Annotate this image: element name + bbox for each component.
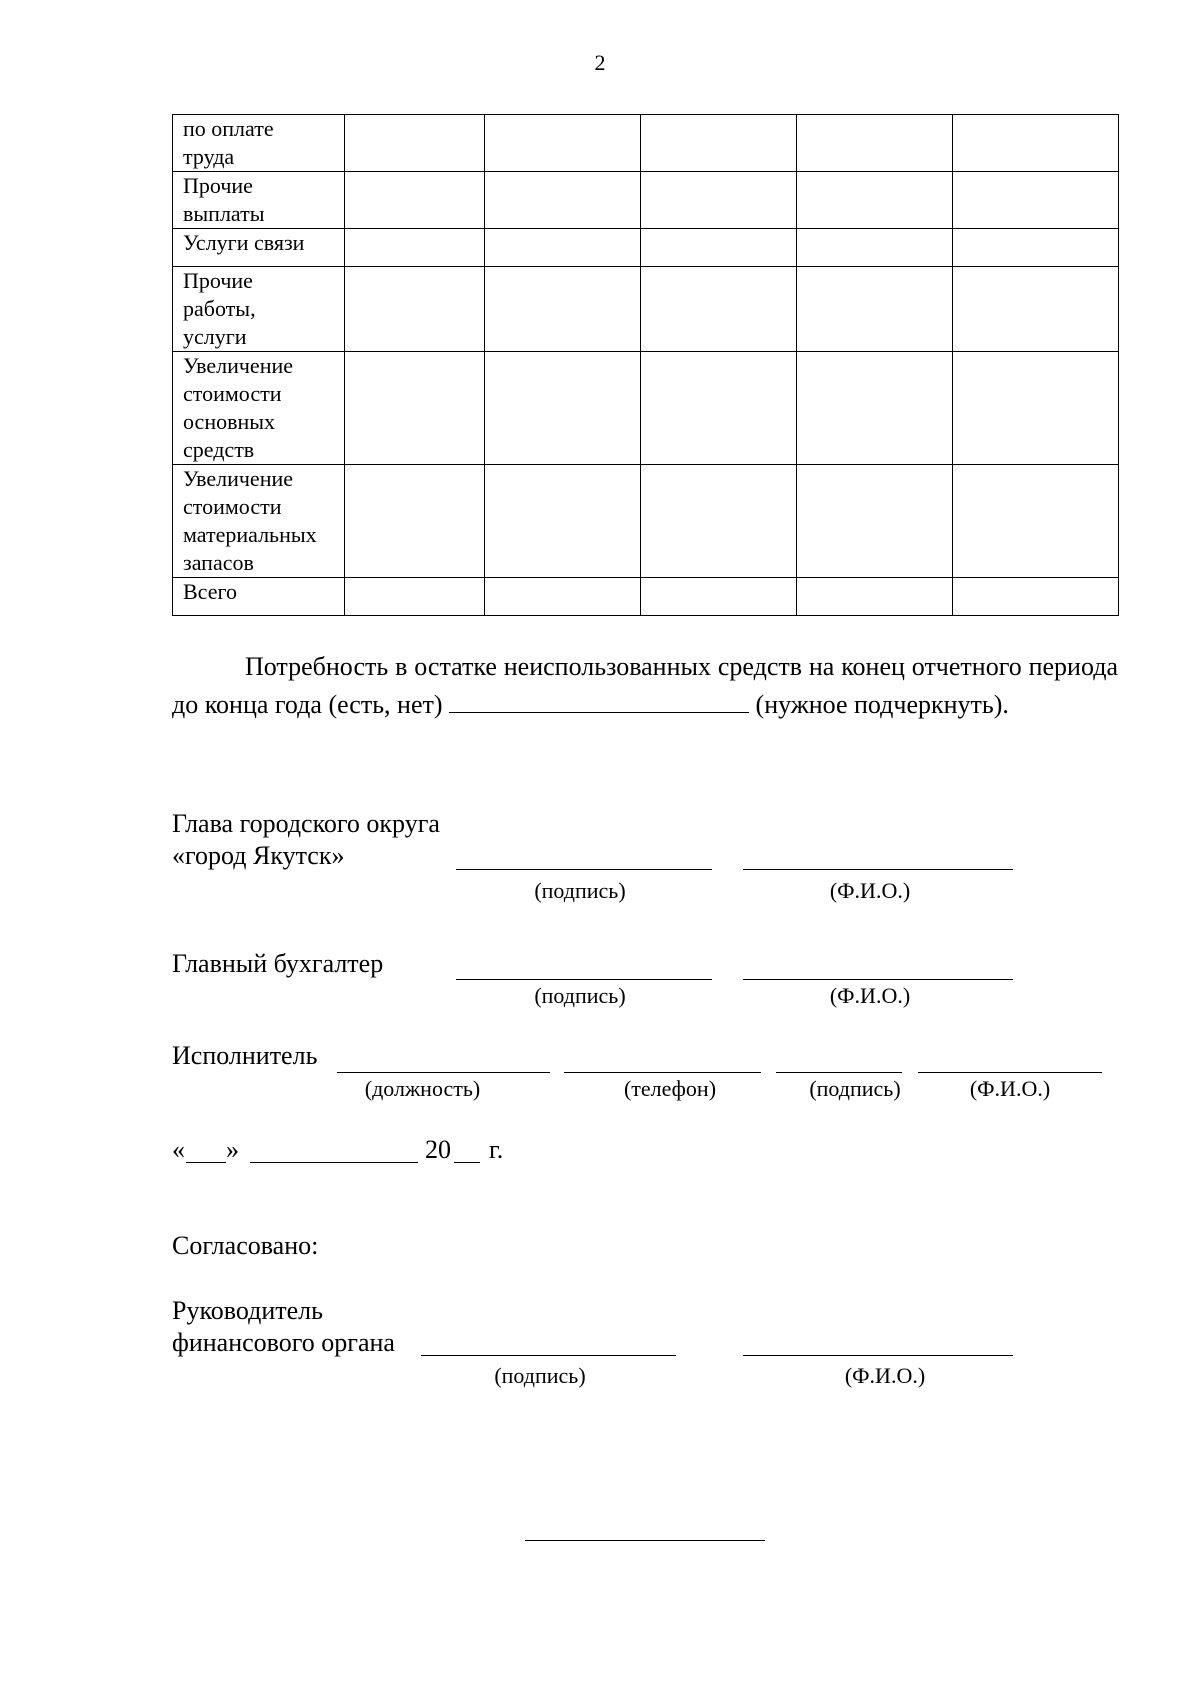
value-cell[interactable] <box>345 172 485 229</box>
value-cell[interactable] <box>641 267 797 352</box>
value-cell[interactable] <box>345 267 485 352</box>
page-number: 2 <box>594 50 606 75</box>
finance-head-signature-line[interactable] <box>421 1355 676 1356</box>
table-row <box>173 229 1119 267</box>
table-row <box>173 267 1119 352</box>
closing-separator-line <box>525 1540 765 1541</box>
date-year-suffix: г. <box>489 1135 504 1164</box>
value-cell[interactable] <box>797 115 953 172</box>
value-cell[interactable] <box>953 115 1119 172</box>
budget-table <box>172 114 1119 616</box>
row-label-cell <box>173 229 345 267</box>
table-row <box>173 352 1119 465</box>
value-cell[interactable] <box>345 578 485 616</box>
date-year-blank[interactable] <box>454 1162 480 1163</box>
paragraph-text: Потребность в остатке неиспользованных средств на конец отчетного периода до конца года (есть, нет) <box>172 652 1118 719</box>
executor-position-caption: (должность) <box>364 1076 481 1101</box>
value-cell[interactable] <box>797 578 953 616</box>
value-cell[interactable] <box>797 267 953 352</box>
value-cell[interactable] <box>797 172 953 229</box>
row-label-cell <box>173 115 345 172</box>
value-cell[interactable] <box>641 465 797 578</box>
row-label: по оплате труда <box>183 116 274 169</box>
executor-signature-caption: (подпись) <box>809 1076 901 1101</box>
row-label: Услуги связи <box>183 230 305 255</box>
table-row <box>173 115 1119 172</box>
finance-head-name-line[interactable] <box>743 1355 1013 1356</box>
executor-name-line[interactable] <box>918 1072 1102 1073</box>
head-signature-line[interactable] <box>456 869 712 870</box>
date-close-quote: » <box>226 1135 239 1164</box>
row-label: Увеличение стоимости материальных запасов <box>183 466 317 575</box>
remainder-need-paragraph <box>172 648 1118 724</box>
agreed-label: Согласовано: <box>172 1231 319 1260</box>
value-cell[interactable] <box>953 267 1119 352</box>
value-cell[interactable] <box>797 465 953 578</box>
budget-table-body <box>173 115 1119 616</box>
value-cell[interactable] <box>953 172 1119 229</box>
value-cell[interactable] <box>953 465 1119 578</box>
value-cell[interactable] <box>485 578 641 616</box>
value-cell[interactable] <box>797 352 953 465</box>
row-label-cell <box>173 465 345 578</box>
value-cell[interactable] <box>485 172 641 229</box>
table-row <box>173 172 1119 229</box>
finance-head-title-line2: финансового органа <box>172 1328 395 1357</box>
finance-head-title-line1: Руководитель <box>172 1296 323 1325</box>
head-signature-caption: (подпись) <box>534 878 626 903</box>
date-year-prefix: 20 <box>425 1135 451 1164</box>
value-cell[interactable] <box>345 352 485 465</box>
value-cell[interactable] <box>641 172 797 229</box>
value-cell[interactable] <box>345 115 485 172</box>
row-label-cell <box>173 352 345 465</box>
chief-accountant-signature-caption: (подпись) <box>534 983 626 1008</box>
value-cell[interactable] <box>641 229 797 267</box>
row-label: Увеличение стоимости основных средств <box>183 353 294 462</box>
row-label-cell <box>173 267 345 352</box>
head-title-line1: Глава городского округа <box>172 809 440 838</box>
chief-accountant-name-line[interactable] <box>743 979 1013 980</box>
chief-accountant-title: Главный бухгалтер <box>172 949 384 978</box>
value-cell[interactable] <box>485 267 641 352</box>
value-cell[interactable] <box>641 115 797 172</box>
executor-phone-line[interactable] <box>564 1072 761 1073</box>
date-day-blank[interactable] <box>186 1162 226 1163</box>
row-label: Прочие работы, услуги <box>183 268 256 349</box>
head-name-line[interactable] <box>743 869 1013 870</box>
row-label: Прочие выплаты <box>183 173 265 226</box>
chief-accountant-signature-line[interactable] <box>456 979 712 980</box>
value-cell[interactable] <box>953 578 1119 616</box>
executor-position-line[interactable] <box>337 1072 550 1073</box>
chief-accountant-name-caption: (Ф.И.О.) <box>829 983 911 1008</box>
value-cell[interactable] <box>485 465 641 578</box>
executor-name-caption: (Ф.И.О.) <box>969 1076 1051 1101</box>
table-row <box>173 465 1119 578</box>
paragraph-note: (нужное подчеркнуть). <box>755 690 1009 719</box>
value-cell[interactable] <box>641 352 797 465</box>
row-label-cell <box>173 172 345 229</box>
value-cell[interactable] <box>345 229 485 267</box>
table-row <box>173 578 1119 616</box>
value-cell[interactable] <box>953 352 1119 465</box>
head-name-caption: (Ф.И.О.) <box>829 878 911 903</box>
executor-phone-caption: (телефон) <box>623 1076 717 1101</box>
value-cell[interactable] <box>641 578 797 616</box>
value-cell[interactable] <box>953 229 1119 267</box>
finance-head-name-caption: (Ф.И.О.) <box>844 1363 926 1388</box>
row-label: Всего <box>183 579 237 604</box>
finance-head-signature-caption: (подпись) <box>494 1363 586 1388</box>
value-cell[interactable] <box>797 229 953 267</box>
date-month-blank[interactable] <box>250 1162 418 1163</box>
executor-signature-line[interactable] <box>776 1072 902 1073</box>
value-cell[interactable] <box>485 229 641 267</box>
head-title-line2: «город Якутск» <box>172 841 345 870</box>
row-label-cell <box>173 578 345 616</box>
value-cell[interactable] <box>345 465 485 578</box>
executor-title: Исполнитель <box>172 1041 318 1070</box>
need-answer-blank[interactable] <box>449 686 749 713</box>
value-cell[interactable] <box>485 115 641 172</box>
date-open-quote: « <box>172 1135 185 1164</box>
value-cell[interactable] <box>485 352 641 465</box>
